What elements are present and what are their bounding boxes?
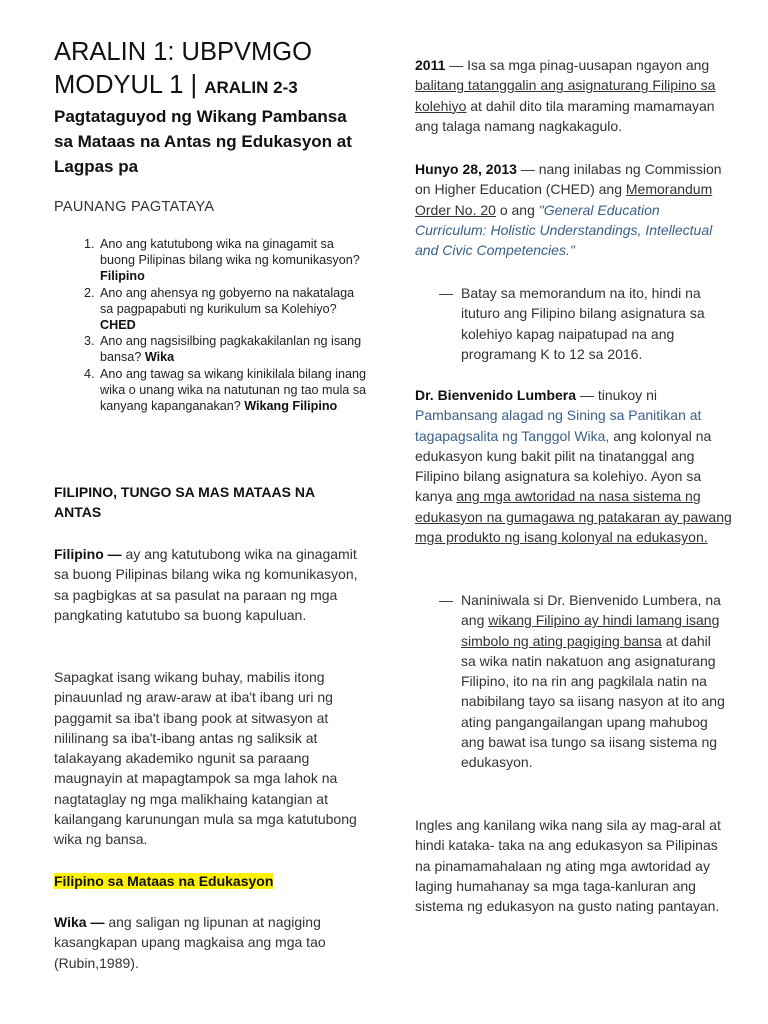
p1-text: — Isa sa mga pinag-uusapan ngayon ang: [449, 57, 710, 73]
module-title: [54, 71, 298, 100]
paragraph-lumbera: [415, 385, 737, 547]
lesson-subtitle: [54, 104, 374, 179]
highlighted-heading-wrap: [54, 871, 273, 891]
wika-def-text: ang saligan ng lipunan at nagiging kasangkapan upang magkaisa ang mga tao (Rubin,1989).: [54, 914, 326, 971]
memo-order: Memorandum Order No. 20: [415, 181, 713, 218]
p3-underlined: ang mga awtoridad na nasa sistema ng edukasyon na gumagawa ng patakaran ay pawang mga produkto ng isang kolonyal na edukasyon.: [415, 488, 732, 546]
question-answer: Filipino: [100, 269, 145, 284]
dash2-post: at dahil sa wika natin nakatuon ang asignaturang Filipino, ito na rin ang pagkilala natin na nabibilang tayo sa iisang nasyon at ito ang ating pangangailangan upang mahubog ang bawat isa tungo sa iisang sistema ng edukasyon.: [461, 632, 725, 771]
curriculum-quote: "General Education Curriculum: Holistic Understandings, Intellectual and Civic Competencies.": [415, 201, 713, 259]
section-heading-line: FILIPINO, TUNGO SA MAS MATAAS NA: [54, 484, 316, 500]
pretest-label: PAUNANG PAGTATAYA: [54, 199, 215, 215]
filipino-definition: [54, 544, 366, 625]
p1-underlined: balitang tatanggalin ang asignaturang Filipino sa kolehiyo: [415, 77, 716, 114]
dash-mark: —: [439, 592, 453, 608]
paragraph-2011: [415, 55, 737, 136]
section-heading: [54, 482, 354, 522]
question-item: [98, 333, 370, 365]
subtitle-line: Lagpas pa: [54, 157, 139, 176]
paragraph-ingles: Ingles ang kanilang wika nang sila ay mag-aral at hindi kataka- taka na ang edukasyon sa Pilipinas na pinamamahalaan ng ating mga awtoridad ay laging humahanay sa mga taga-kanluran ang sistema ng edukasyon na gusto nating pantayan.: [415, 817, 721, 915]
date-2013: Hunyo 28, 2013: [415, 161, 517, 177]
dash-text: Batay sa memorandum na ito, hindi na ituturo ang Filipino bilang asignatura sa kolehiyo kapag naipatupad na ang programang K to 12 sa 2016.: [461, 285, 705, 362]
dash-mark: —: [439, 285, 453, 301]
dash2-pre: Naniniwala si Dr. Bienvenido Lumbera, na ang: [461, 592, 721, 629]
dash2-underlined: wikang Filipino ay hindi lamang isang simbolo ng ating pagiging bansa: [461, 612, 720, 649]
p3-text2: ang kolonyal na edukasyon kung bakit pilit na tinatanggal ang Filipino bilang asignatura sa kolehiyo. Ayon sa kanya: [415, 427, 712, 505]
question-answer: CHED: [100, 318, 136, 333]
module-title-main: MODYUL 1 |: [54, 71, 205, 99]
paragraph-2013: [415, 159, 735, 260]
p3-text1: — tinukoy ni: [579, 387, 657, 403]
filipino-term: Filipino —: [54, 546, 122, 562]
paragraph-living-language: Sapagkat isang wikang buhay, mabilis itong pinauunlad ng araw-araw at iba't ibang uri ng paggamit sa iba't ibang pook at sitwasyon at nililinang sa iba't-ibang antas ng saliksik at talakayang akademiko ngunit sa paraang maugnayin at mapagtampok sa mga lahok na nagtataglay ng mga malikhaing katangian at kailangang karunungan mula sa mga katutubong wika ng bansa.: [54, 669, 357, 848]
p1-rest: at dahil dito tila maraming mamamayan ang talaga namang nagkakagulo.: [415, 97, 715, 134]
p2-o-ang: o ang: [499, 201, 535, 218]
filipino-def-text: ay ang katutubong wika na ginagamit sa buong Pilipinas bilang wika ng komunikasyon, sa pagbigkas at sa pasulat na paraan ng mga pangkating katutubo sa buong kapuluan.: [54, 546, 358, 623]
subtitle-line: Pagtataguyod ng Wikang Pambansa: [54, 107, 347, 126]
question-item: [98, 285, 370, 334]
question-item: [98, 236, 370, 285]
question-answer: Wikang Filipino: [244, 399, 338, 414]
pretest-questions: [54, 236, 370, 414]
lumbera-title: Pambansang alagad ng Sining sa Panitikan at tagapagsalita ng Tanggol Wika,: [415, 407, 702, 444]
dash-note-lumbera: [439, 590, 729, 773]
wika-term: Wika —: [54, 914, 105, 930]
question-item: [98, 366, 370, 415]
lumbera-name: Dr. Bienvenido Lumbera: [415, 387, 577, 403]
question-text: Ano ang tawag sa wikang kinikilala bilang inang wika o unang wika na natutunan ng tao mula sa kanyang kapanganakan?: [100, 366, 367, 414]
module-title-lesson: ARALIN 2-3: [204, 78, 298, 97]
question-text: Ano ang katutubong wika na ginagamit sa buong Pilipinas bilang wika ng komunikasyon?: [100, 237, 360, 268]
dash-note-memorandum: [439, 283, 729, 364]
p2-text: — nang inilabas ng Commission on Higher Education (CHED) ang: [415, 161, 722, 198]
lesson-title: ARALIN 1: UBPVMGO: [54, 38, 312, 66]
wika-definition: [54, 912, 354, 973]
dash-text: [461, 590, 729, 773]
question-answer: Wika: [144, 350, 175, 365]
highlighted-heading: Filipino sa Mataas na Edukasyon: [54, 873, 274, 889]
subtitle-line: sa Mataas na Antas ng Edukasyon at: [54, 132, 352, 151]
year-2011: 2011: [415, 57, 446, 73]
section-heading-line: ANTAS: [54, 504, 102, 520]
question-text: Ano ang ahensya ng gobyerno na nakatalaga sa pagpapabuti ng kurikulum sa Kolehiyo?: [100, 285, 355, 316]
question-text: Ano ang nagsisilbing pagkakakilanlan ng isang bansa?: [100, 334, 362, 365]
